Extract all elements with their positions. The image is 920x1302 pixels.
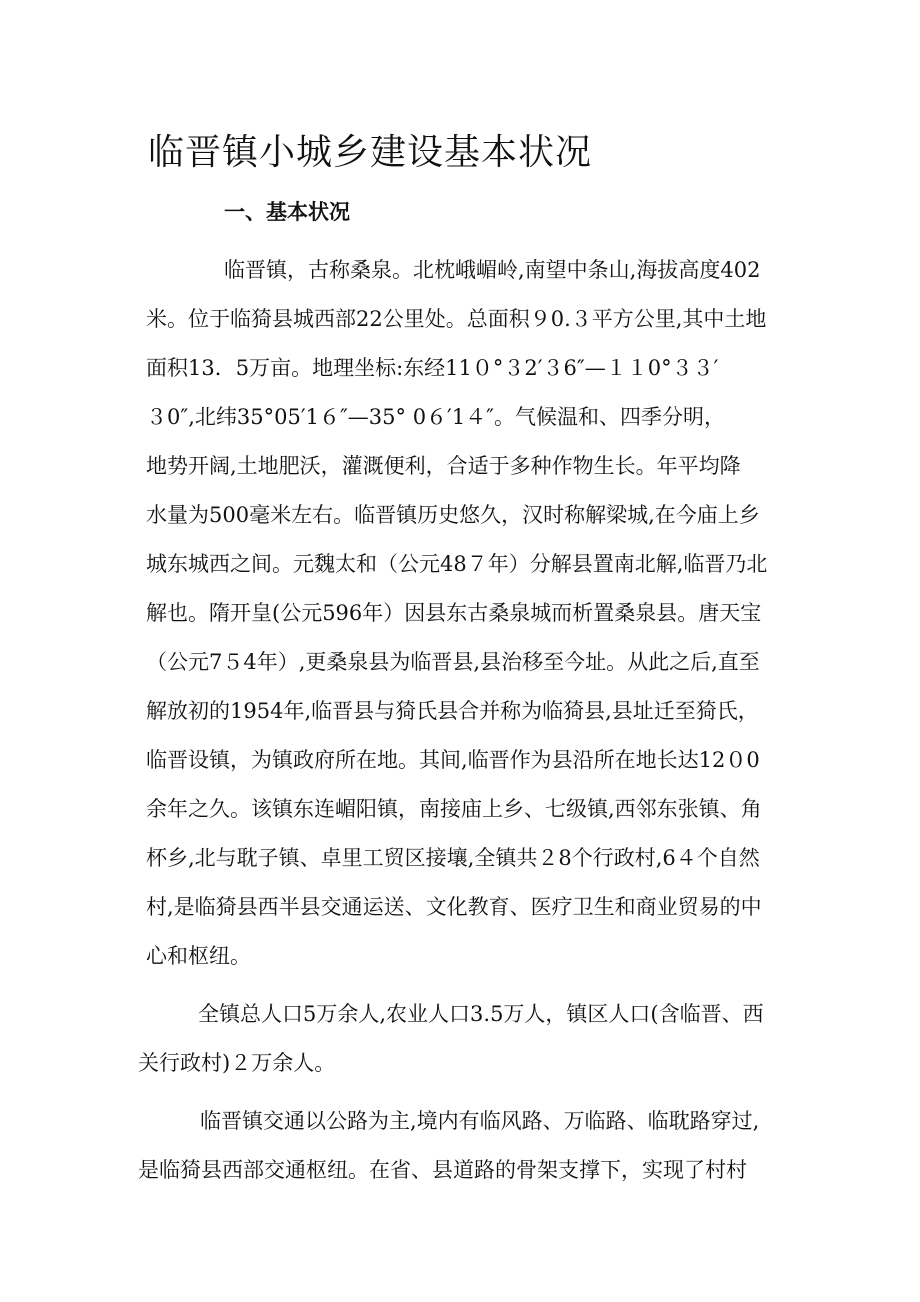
page-title: 临晋镇小城乡建设基本状况 — [148, 132, 593, 173]
paragraph-line: 米。位于临猗县城西部22公里处。总面积９0.３平方公里,其中土地 — [146, 307, 767, 331]
paragraph-line: 临晋镇，古称桑泉。北枕峨嵋岭,南望中条山,海拔高度402 — [224, 258, 761, 282]
paragraph-line: 临晋设镇，为镇政府所在地。其间,临晋作为县沿所在地长达12０0 — [146, 748, 760, 772]
paragraph-line: 心和枢纽。 — [146, 944, 251, 968]
paragraph-line: 关行政村)２万余人。 — [138, 1051, 336, 1075]
paragraph-line: 是临猗县西部交通枢纽。在省、县道路的骨架支撑下，实现了村村 — [138, 1158, 747, 1182]
paragraph-line: 解放初的1954年,临晋县与猗氏县合并称为临猗县,县址迁至猗氏， — [146, 699, 759, 723]
paragraph-line: 城东城西之间。元魏太和（公元48７年）分解县置南北解,临晋乃北 — [146, 552, 768, 576]
paragraph-line: （公元7５4年）,更桑泉县为临晋县,县治移至今址。从此之后,直至 — [146, 650, 760, 674]
paragraph-line: 村,是临猗县西半县交通运送、文化教育、医疗卫生和商业贸易的中 — [146, 895, 762, 919]
paragraph-line: 地势开阔,土地肥沃，灌溉便利，合适于多种作物生长。年平均降 — [146, 454, 741, 478]
paragraph-line: 余年之久。该镇东连嵋阳镇，南接庙上乡、七级镇,西邻东张镇、角 — [146, 797, 762, 821]
paragraph-line: 面积13．5万亩。地理坐标:东经11０°３2′３6″—１１0°３３′ — [146, 356, 719, 380]
paragraph-line: 杯乡,北与耽子镇、卓里工贸区接壤,全镇共２8个行政村,6４个自然 — [146, 846, 760, 870]
section-heading: 一、基本状况 — [224, 200, 350, 224]
paragraph-line: 全镇总人口5万余人,农业人口3.5万人，镇区人口(含临晋、西 — [198, 1002, 764, 1026]
paragraph-line: ３0″,北纬35°05′1６″—35° 0６′1４″。气候温和、四季分明， — [146, 405, 726, 429]
paragraph-line: 临晋镇交通以公路为主,境内有临风路、万临路、临耽路穿过, — [200, 1109, 760, 1133]
paragraph-line: 解也。隋开皇(公元596年）因县东古桑泉城而析置桑泉县。唐天宝 — [146, 601, 762, 625]
paragraph-line: 水量为500毫米左右。临晋镇历史悠久，汉时称解梁城,在今庙上乡 — [146, 503, 760, 527]
